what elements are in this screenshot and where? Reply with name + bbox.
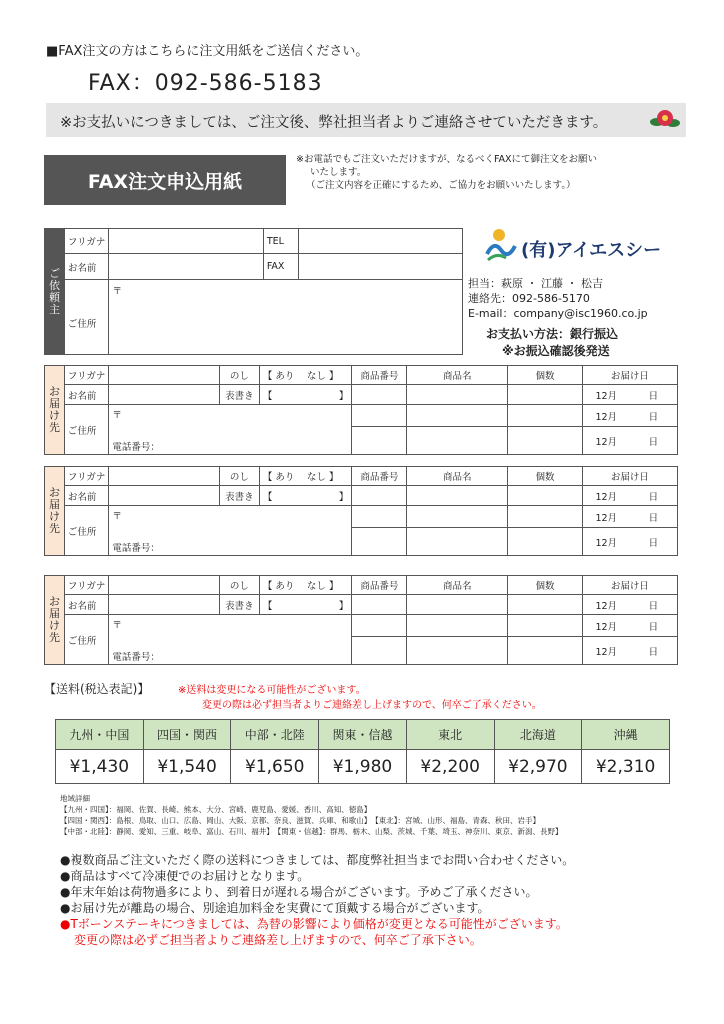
region-details-title: 地域詳細 bbox=[60, 794, 90, 803]
noshi-options[interactable]: 【 あり なし 】 bbox=[259, 576, 352, 595]
delivery-phone-label: 電話番号： bbox=[112, 652, 160, 663]
company-contact: 連絡先：092-586-5170 bbox=[468, 292, 590, 305]
quantity-header: 個数 bbox=[508, 576, 582, 595]
delivery-address-field[interactable] bbox=[109, 405, 352, 455]
product-no-field[interactable] bbox=[352, 405, 407, 427]
delivery-phone-label: 電話番号： bbox=[112, 442, 160, 453]
red-note-1: ●Tボーンステーキにつきましては、為替の影響により価格が変更となる可能性がございます。 bbox=[60, 917, 568, 931]
camellia-icon bbox=[650, 107, 680, 131]
quantity-field[interactable] bbox=[508, 486, 582, 506]
product-name-field[interactable] bbox=[407, 615, 508, 637]
requester-tel-field[interactable] bbox=[298, 229, 462, 254]
postal-mark: 〒 bbox=[112, 286, 122, 297]
noshi-label: のし bbox=[219, 467, 259, 486]
requester-side-label: ご依頼主 bbox=[45, 229, 65, 355]
delivery-address-field[interactable] bbox=[109, 506, 352, 556]
product-no-field[interactable] bbox=[352, 506, 407, 528]
notes bbox=[60, 852, 574, 948]
requester-fax-field[interactable] bbox=[298, 254, 462, 280]
fax-instruction: ■FAX注文の方はこちらに注文用紙をご送信ください。 bbox=[46, 44, 369, 59]
delivery-month: 12月 bbox=[582, 506, 630, 528]
note-4: ●お届け先が離島の場合、別途追加料金を実費にて頂戴する場合がございます。 bbox=[60, 901, 490, 915]
delivery-table bbox=[44, 466, 678, 556]
delivery-side-label: お届け先 bbox=[45, 366, 65, 455]
company-logo-icon bbox=[484, 228, 518, 264]
requester-furigana-label: フリガナ bbox=[64, 229, 109, 254]
shipping-title: 【送料(税込表記)】 bbox=[44, 682, 150, 696]
noshi-options[interactable]: 【 あり なし 】 bbox=[259, 366, 352, 385]
delivery-table bbox=[44, 365, 678, 455]
shipping-region-4: 関東・信越 bbox=[319, 720, 407, 750]
shipping-price-1: ¥1,430 bbox=[56, 750, 144, 784]
product-name-field[interactable] bbox=[407, 486, 508, 506]
quantity-field[interactable] bbox=[508, 595, 582, 615]
delivery-month: 12月 bbox=[582, 486, 630, 506]
delivery-furigana-label: フリガナ bbox=[64, 366, 109, 385]
region-details-line-2: 【四国・関西】：島根、鳥取、山口、広島、岡山、大阪、京都、奈良、滋賀、兵庫、和歌山】 【東北】：宮城、山形、福島、青森、秋田、岩手】 bbox=[60, 816, 540, 825]
form-title: FAX注文申込用紙 bbox=[44, 155, 286, 205]
delivery-month: 12月 bbox=[582, 385, 630, 405]
product-name-header: 商品名 bbox=[407, 576, 508, 595]
delivery-month: 12月 bbox=[582, 615, 630, 637]
product-name-field[interactable] bbox=[407, 385, 508, 405]
delivery-name-field[interactable] bbox=[109, 385, 220, 405]
delivery-furigana-field[interactable] bbox=[109, 576, 220, 595]
delivery-day[interactable]: 日 bbox=[630, 427, 678, 455]
product-name-field[interactable] bbox=[407, 506, 508, 528]
delivery-address-label: ご住所 bbox=[64, 506, 109, 556]
red-note-2: 変更の際は必ずご担当者よりご連絡差し上げますので、何卒ご了承下さい。 bbox=[74, 933, 482, 947]
shipping-region-6: 北海道 bbox=[494, 720, 582, 750]
delivery-date-header: お届け日 bbox=[582, 366, 677, 385]
delivery-furigana-label: フリガナ bbox=[64, 576, 109, 595]
product-name-header: 商品名 bbox=[407, 467, 508, 486]
delivery-side-label: お届け先 bbox=[45, 467, 65, 556]
product-name-field[interactable] bbox=[407, 595, 508, 615]
delivery-month: 12月 bbox=[582, 405, 630, 427]
note-1: ●複数商品ご注文いただく際の送料につきましては、都度弊社担当までお問い合わせください。 bbox=[60, 853, 575, 867]
payment-banner bbox=[46, 103, 686, 137]
omotegaki-field[interactable]: 【 】 bbox=[259, 595, 352, 615]
shipping-note-2: 変更の際は必ず担当者よりご連絡差し上げますので、何卒ご了承ください。 bbox=[202, 700, 542, 711]
requester-address-label: ご住所 bbox=[64, 280, 109, 355]
delivery-name-field[interactable] bbox=[109, 486, 220, 506]
quantity-field[interactable] bbox=[508, 506, 582, 528]
requester-table bbox=[44, 228, 463, 355]
omotegaki-field[interactable]: 【 】 bbox=[259, 486, 352, 506]
delivery-day[interactable]: 日 bbox=[630, 637, 678, 665]
product-name-field[interactable] bbox=[407, 405, 508, 427]
delivery-day[interactable]: 日 bbox=[630, 506, 678, 528]
note-3: ●年末年始は荷物過多により、到着日が遅れる場合がございます。予めご了承ください。 bbox=[60, 885, 538, 899]
delivery-day[interactable]: 日 bbox=[630, 385, 678, 405]
requester-name-label: お名前 bbox=[64, 254, 109, 280]
quantity-header: 個数 bbox=[508, 366, 582, 385]
delivery-address-field[interactable] bbox=[109, 615, 352, 665]
delivery-date-header: お届け日 bbox=[582, 467, 677, 486]
quantity-field[interactable] bbox=[508, 427, 582, 455]
product-no-field[interactable] bbox=[352, 385, 407, 405]
shipping-price-5: ¥2,200 bbox=[406, 750, 494, 784]
fax-number: FAX：092-586-5183 bbox=[88, 71, 323, 96]
delivery-furigana-label: フリガナ bbox=[64, 467, 109, 486]
shipping-rate-table bbox=[55, 719, 670, 784]
delivery-side-label: お届け先 bbox=[45, 576, 65, 665]
requester-address-field[interactable] bbox=[109, 280, 463, 355]
delivery-name-label: お名前 bbox=[64, 595, 109, 615]
postal-mark: 〒 bbox=[112, 620, 122, 631]
shipping-price-4: ¥1,980 bbox=[319, 750, 407, 784]
delivery-name-label: お名前 bbox=[64, 486, 109, 506]
payment-method: お支払い方法：銀行振込 bbox=[486, 327, 619, 341]
requester-tel-label: TEL bbox=[263, 229, 298, 254]
delivery-month: 12月 bbox=[582, 427, 630, 455]
delivery-day[interactable]: 日 bbox=[630, 595, 678, 615]
shipping-region-2: 四国・関西 bbox=[143, 720, 231, 750]
company-logo-text: (有)アイエスシー bbox=[521, 240, 662, 261]
product-no-header: 商品番号 bbox=[352, 366, 407, 385]
requester-fax-label: FAX bbox=[263, 254, 298, 280]
shipping-region-3: 中部・北陸 bbox=[231, 720, 319, 750]
delivery-table bbox=[44, 575, 678, 665]
delivery-date-header: お届け日 bbox=[582, 576, 677, 595]
postal-mark: 〒 bbox=[112, 410, 122, 421]
product-no-field[interactable] bbox=[352, 427, 407, 455]
shipping-region-7: 沖縄 bbox=[582, 720, 670, 750]
omotegaki-label: 表書き bbox=[219, 385, 259, 405]
shipping-price-3: ¥1,650 bbox=[231, 750, 319, 784]
quantity-header: 個数 bbox=[508, 467, 582, 486]
delivery-name-label: お名前 bbox=[64, 385, 109, 405]
product-no-field[interactable] bbox=[352, 595, 407, 615]
delivery-name-field[interactable] bbox=[109, 595, 220, 615]
product-no-field[interactable] bbox=[352, 637, 407, 665]
quantity-field[interactable] bbox=[508, 615, 582, 637]
delivery-month: 12月 bbox=[582, 637, 630, 665]
delivery-day[interactable]: 日 bbox=[630, 486, 678, 506]
product-no-field[interactable] bbox=[352, 528, 407, 556]
requester-name-field[interactable] bbox=[109, 254, 263, 280]
delivery-furigana-field[interactable] bbox=[109, 366, 220, 385]
postal-mark: 〒 bbox=[112, 511, 122, 522]
delivery-address-label: ご住所 bbox=[64, 405, 109, 455]
delivery-day[interactable]: 日 bbox=[630, 615, 678, 637]
phone-note-line-1: ※お電話でもご注文いただけますが、なるべくFAXにて御注文をお願い bbox=[296, 154, 598, 165]
company-email: E-mail：company@isc1960.co.jp bbox=[468, 307, 648, 320]
quantity-field[interactable] bbox=[508, 528, 582, 556]
product-no-header: 商品番号 bbox=[352, 467, 407, 486]
shipping-price-7: ¥2,310 bbox=[582, 750, 670, 784]
quantity-field[interactable] bbox=[508, 405, 582, 427]
noshi-label: のし bbox=[219, 576, 259, 595]
region-details-line-3: 【中部・北陸】：静岡、愛知、三重、岐阜、富山、石川、福井】 【関東・信越】：群馬、栃木、山梨、茨城、千葉、埼玉、神奈川、東京、新潟、長野】 bbox=[60, 827, 563, 836]
region-details-line-1: 【九州・四国】：福岡、佐賀、長崎、熊本、大分、宮崎、鹿児島、愛媛、香川、高知、徳島】 bbox=[60, 805, 372, 814]
shipping-region-5: 東北 bbox=[406, 720, 494, 750]
delivery-day[interactable]: 日 bbox=[630, 528, 678, 556]
omotegaki-label: 表書き bbox=[219, 486, 259, 506]
delivery-phone-label: 電話番号： bbox=[112, 543, 160, 554]
phone-note-line-3: （ご注文内容を正確にするため、ご協力をお願いいたします。） bbox=[306, 180, 576, 191]
delivery-furigana-field[interactable] bbox=[109, 467, 220, 486]
shipping-price-2: ¥1,540 bbox=[143, 750, 231, 784]
omotegaki-field[interactable]: 【 】 bbox=[259, 385, 352, 405]
delivery-day[interactable]: 日 bbox=[630, 405, 678, 427]
quantity-field[interactable] bbox=[508, 637, 582, 665]
shipping-price-6: ¥2,970 bbox=[494, 750, 582, 784]
omotegaki-label: 表書き bbox=[219, 595, 259, 615]
note-2: ●商品はすべて冷凍便でのお届けとなります。 bbox=[60, 869, 310, 883]
payment-banner-text: ※お支払いにつきましては、ご注文後、弊社担当者よりご連絡させていただきます。 bbox=[60, 115, 608, 131]
shipping-region-1: 九州・中国 bbox=[56, 720, 144, 750]
product-name-header: 商品名 bbox=[407, 366, 508, 385]
noshi-options[interactable]: 【 あり なし 】 bbox=[259, 467, 352, 486]
product-name-field[interactable] bbox=[407, 427, 508, 455]
phone-note-line-2: いたします。 bbox=[310, 167, 367, 178]
noshi-label: のし bbox=[219, 366, 259, 385]
shipping-after-payment: ※お振込確認後発送 bbox=[502, 344, 610, 358]
product-name-field[interactable] bbox=[407, 528, 508, 556]
delivery-month: 12月 bbox=[582, 595, 630, 615]
requester-furigana-field[interactable] bbox=[109, 229, 263, 254]
product-no-header: 商品番号 bbox=[352, 576, 407, 595]
quantity-field[interactable] bbox=[508, 385, 582, 405]
product-name-field[interactable] bbox=[407, 637, 508, 665]
shipping-note-1: ※送料は変更になる可能性がございます。 bbox=[178, 685, 366, 696]
product-no-field[interactable] bbox=[352, 615, 407, 637]
company-staff: 担当：萩原 ・ 江藤 ・ 松吉 bbox=[468, 277, 603, 290]
delivery-address-label: ご住所 bbox=[64, 615, 109, 665]
delivery-month: 12月 bbox=[582, 528, 630, 556]
product-no-field[interactable] bbox=[352, 486, 407, 506]
